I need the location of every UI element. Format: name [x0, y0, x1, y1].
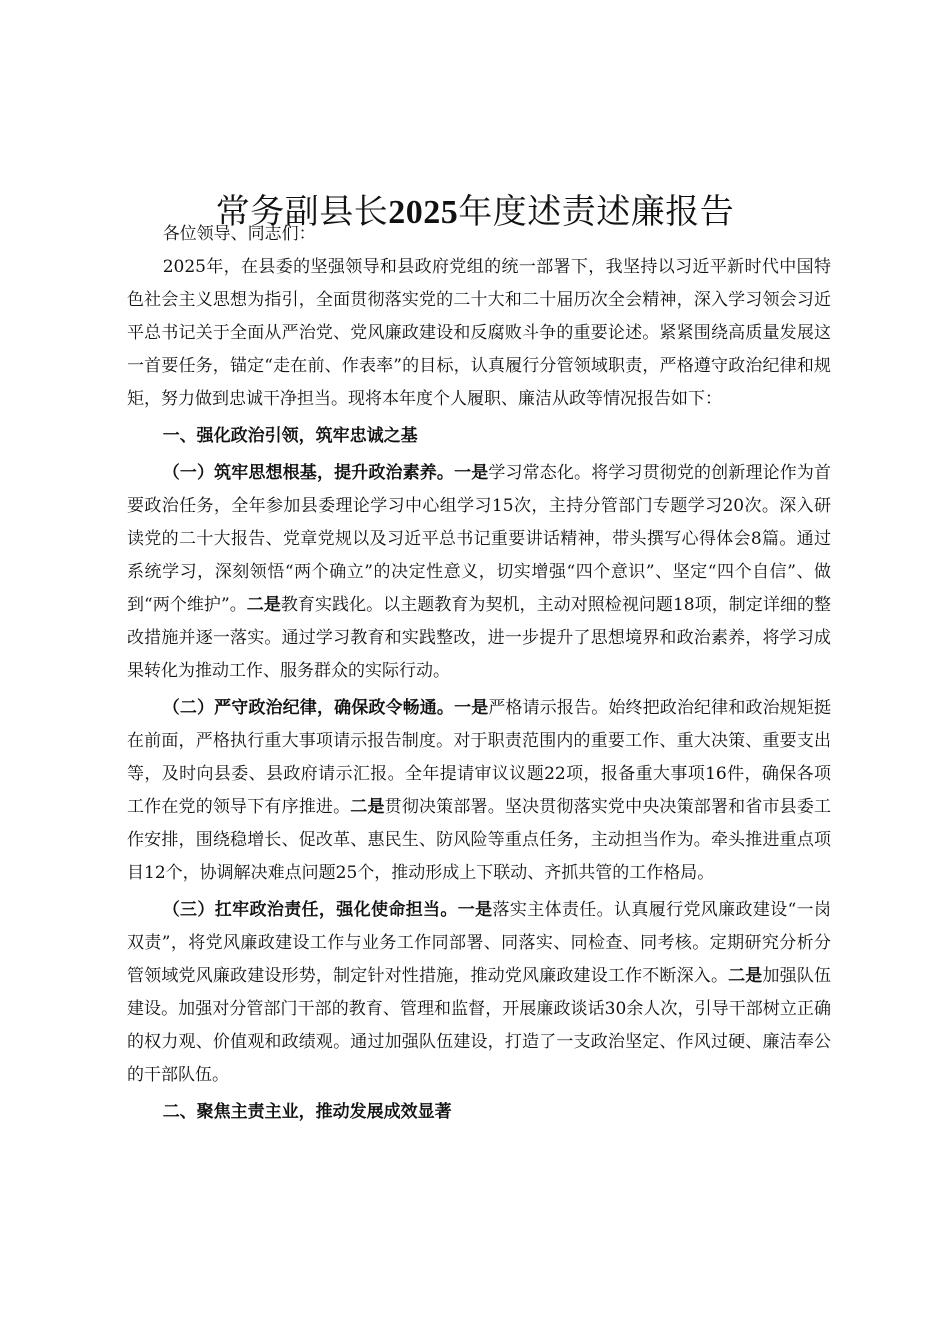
point-text: 严格请示报告。始终把政治纪律和政治规矩挺在前面，严格执行重大事项请示报告制度。对于职责范围内的重要工作、重大决策、重要支出等，及时向县委、县政府请示汇报。全年提请审议议题22项，报备重大事项16件，确保各项工作在党的领导下有序推进。 — [127, 698, 832, 817]
point-label: 二是 — [350, 797, 385, 817]
section-heading-2: 二、聚焦主责主业，推动发展成效显著 — [162, 1102, 452, 1122]
subsection-heading-3: （三）扛牢政治责任，强化使命担当。 — [162, 900, 458, 920]
point-label: 一是 — [454, 463, 489, 483]
title-suffix: 年度述责述廉报告 — [458, 191, 735, 232]
title-year: 2025 — [388, 193, 459, 231]
point-text: 学习常态化。将学习贯彻党的创新理论作为首要政治任务，全年参加县委理论学习中心组学习15次，主持分管部门专题学习20次。深入研读党的二十大报告、党章党规以及习近平总书记重要讲话精神，带头撰写心得体会8篇。通过系统学习，深刻领悟“两个确立”的决定性意义，切实增强“四个意识”、坚定“四个自信”、做到“两个维护”。 — [127, 463, 832, 615]
point-label: 二是 — [246, 595, 281, 615]
title-prefix: 常务副县长 — [215, 191, 389, 232]
point-text: 教育实践化。以主题教育为契机，主动对照检视问题18项，制定详细的整改措施并逐一落实。通过学习教育和实践整改，进一步提升了思想境界和政治素养，将学习成果转化为推动工作、服务群众的实际行动。 — [127, 595, 831, 681]
subsection-paragraph-1 — [127, 457, 831, 688]
point-text: 贯彻决策部署。坚决贯彻落实党中央决策部署和省市县委工作安排，围绕稳增长、促改革、惠民生、防风险等重点任务，主动担当作为。牵头推进重点项目12个，协调解决难点问题25个，推动形成上下联动、齐抓共管的工作格局。 — [127, 797, 832, 883]
subsection-paragraph-3 — [127, 894, 831, 1092]
point-text: 落实主体责任。认真履行党风廉政建设“一岗双责”，将党风廉政建设工作与业务工作同部署、同落实、同检查、同考核。定期研究分析分管领域党风廉政建设形势，制定针对性措施，推动党风廉政建设工作不断深入。 — [127, 900, 831, 986]
subsection-heading-2: （二）严守政治纪律，确保政令畅通。 — [162, 698, 455, 718]
document-body — [127, 218, 831, 1129]
subsection-heading-1: （一）筑牢思想根基，提升政治素养。 — [162, 463, 455, 483]
salutation: 各位领导、同志们： — [162, 224, 316, 244]
point-label: 二是 — [728, 966, 763, 986]
intro-paragraph: 2025年，在县委的坚强领导和县政府党组的统一部署下，我坚持以习近平新时代中国特色社会主义思想为指引，全面贯彻落实党的二十大和二十届历次全会精神，深入学习领会习近平总书记关于全面从严治党、党风廉政建设和反腐败斗争的重要论述。紧紧围绕高质量发展这一首要任务，锚定“走在前、作表率”的目标，认真履行分管领域职责，严格遵守政治纪律和规矩，努力做到忠诚干净担当。现将本年度个人履职、廉洁从政等情况报告如下： — [127, 257, 831, 409]
subsection-paragraph-2 — [127, 692, 831, 890]
section-heading-1: 一、强化政治引领，筑牢忠诚之基 — [162, 426, 418, 446]
point-label: 一是 — [457, 900, 493, 920]
point-text: 加强队伍建设。加强对分管部门干部的教育、管理和监督，开展廉政谈话30余人次，引导干部树立正确的权力观、价值观和政绩观。通过加强队伍建设，打造了一支政治坚定、作风过硬、廉洁奉公的干部队伍。 — [127, 966, 832, 1085]
point-label: 一是 — [454, 698, 489, 718]
